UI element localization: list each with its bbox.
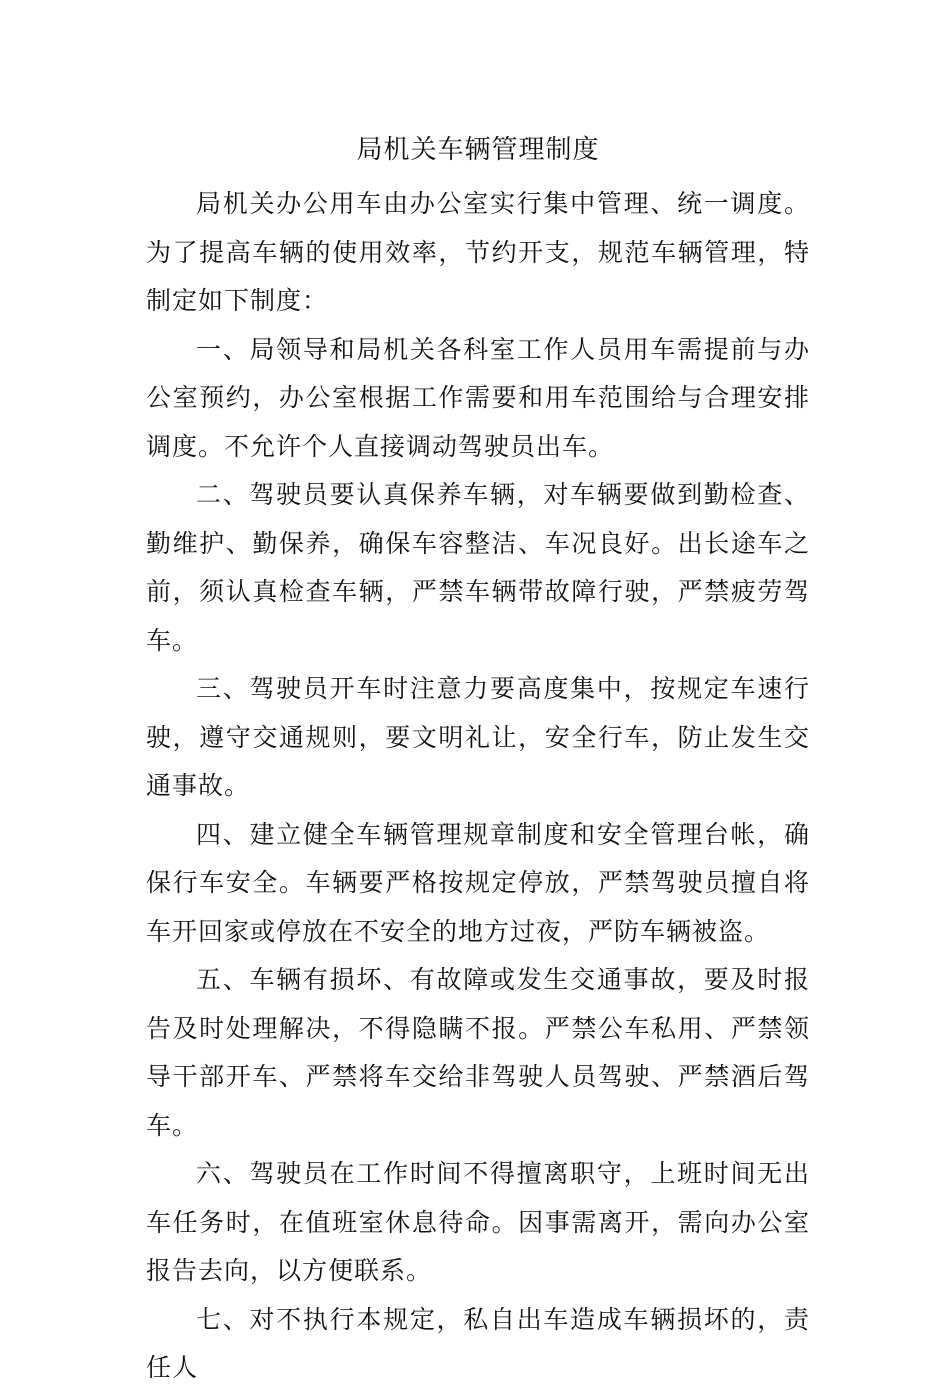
paragraph-intro: 局机关办公用车由办公室实行集中管理、统一调度。为了提高车辆的使用效率，节约开支，规范车辆管理，特制定如下制度： [146, 189, 810, 315]
paragraph-6: 六、驾驶员在工作时间不得擅离职守，上班时间无出车任务时，在值班室休息待命。因事需离开，需向办公室报告去向，以方便联系。 [146, 1159, 810, 1285]
document-page [146, 120, 810, 1393]
paragraph-3: 三、驾驶员开车时注意力要高度集中，按规定车速行驶，遵守交通规则，要文明礼让，安全行车，防止发生交通事故。 [146, 674, 810, 800]
paragraph-5: 五、车辆有损坏、有故障或发生交通事故，要及时报告及时处理解决，不得隐瞒不报。严禁公车私用、严禁领导干部开车、严禁将车交给非驾驶人员驾驶、严禁酒后驾车。 [146, 965, 810, 1140]
paragraph-7: 七、对不执行本规定，私自出车造成车辆损坏的，责任人 [146, 1304, 810, 1382]
paragraph-1: 一、局领导和局机关各科室工作人员用车需提前与办公室预约，办公室根据工作需要和用车范围给与合理安排调度。不允许个人直接调动驾驶员出车。 [146, 334, 810, 461]
document-title: 局机关车辆管理制度 [356, 135, 600, 165]
paragraph-4: 四、建立健全车辆管理规章制度和安全管理台帐，确保行车安全。车辆要严格按规定停放，严禁驾驶员擅自将车开回家或停放在不安全的地方过夜，严防车辆被盗。 [146, 819, 810, 946]
paragraph-2: 二、驾驶员要认真保养车辆，对车辆要做到勤检查、勤维护、勤保养，确保车容整洁、车况良好。出长途车之前，须认真检查车辆，严禁车辆带故障行驶，严禁疲劳驾车。 [146, 480, 810, 655]
